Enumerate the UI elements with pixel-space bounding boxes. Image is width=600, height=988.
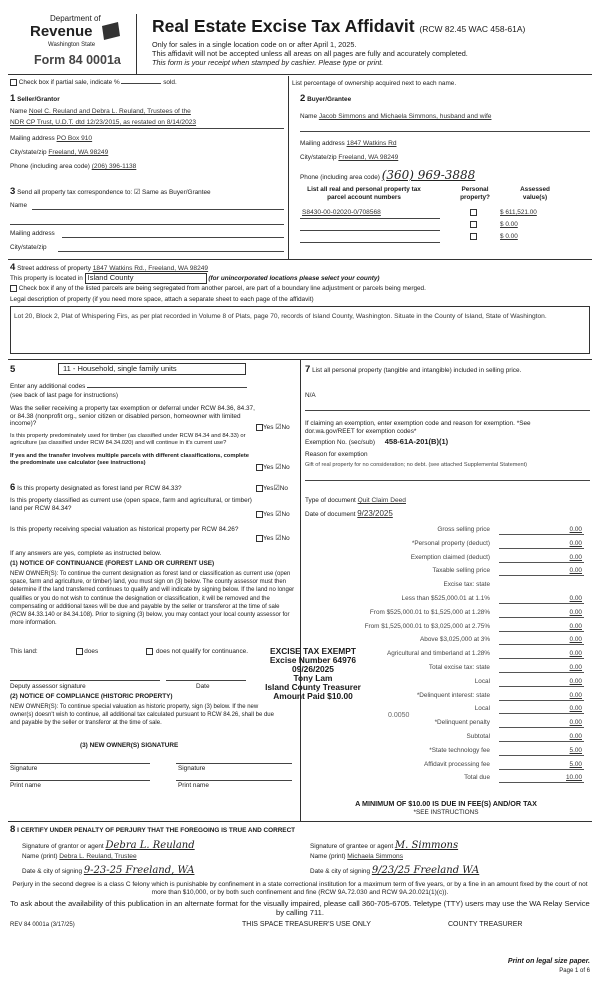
see-instructions-note: *SEE INSTRUCTIONS: [413, 809, 479, 816]
grantor-name-label: Name (print): [22, 853, 58, 860]
q1-yes-checkbox[interactable]: [256, 424, 263, 431]
tax-row-label: Local: [474, 677, 490, 685]
q-current-use: Is this property classified as current use (open space, farm and agricultural, or timber) land per RCW 84.34?: [10, 497, 252, 512]
parcel-col-header: List all real and personal property tax parcel account numbers: [307, 186, 421, 201]
tax-row: [305, 593, 590, 607]
signature-label: Signature: [178, 765, 206, 772]
deputy-date-label: Date: [196, 683, 210, 690]
corr-mailing-field[interactable]: [62, 237, 284, 238]
doc-type-label: Type of document: [305, 497, 356, 504]
no-label: No: [281, 511, 290, 519]
segregated-checkbox[interactable]: [10, 285, 17, 292]
notice-compliance-heading: (2) NOTICE OF COMPLIANCE (HISTORIC PROPERTY): [10, 693, 173, 700]
tax-row: [305, 759, 590, 773]
tax-row-value[interactable]: 0.00: [569, 719, 582, 727]
page-number: Page 1 of 6: [559, 968, 590, 974]
property-use-select[interactable]: 11 - Household, single family units: [58, 363, 246, 375]
parcel-table: [300, 209, 590, 249]
tax-row: [305, 648, 590, 662]
tax-row-value[interactable]: 10.00: [566, 774, 582, 782]
treasurer-use-only: THIS SPACE TREASURER'S USE ONLY: [242, 921, 371, 928]
tax-row: [305, 621, 590, 635]
signature-label: Signature: [10, 765, 38, 772]
sold-label: sold.: [163, 79, 177, 87]
tax-row-value[interactable]: 0.00: [569, 650, 582, 658]
seller-name-label: Name: [10, 108, 28, 115]
q1-no-checkbox[interactable]: ☑: [275, 424, 282, 431]
grantor-date-city[interactable]: 9-23-25 Freeland, WA: [83, 865, 195, 876]
tax-row-label: Above $3,025,000 at 3%: [420, 636, 490, 644]
yes-label: Yes: [263, 535, 274, 543]
table-row: [300, 221, 590, 233]
yes-label: Yes: [263, 464, 274, 472]
tax-row-label: Gross selling price: [437, 526, 490, 533]
q6b-yes-checkbox[interactable]: [256, 511, 263, 518]
logo-sub: Washington State: [48, 42, 96, 48]
q2-yes-checkbox[interactable]: [256, 464, 263, 471]
q-historic: Is this property receiving special valuation as historical property per RCW 84.26?: [10, 526, 239, 533]
tax-row-label: Local: [474, 705, 490, 713]
tax-row-label: From $525,000.01 to $1,525,000 at 1.28%: [369, 608, 490, 616]
buyer-phone-label: Phone (including area code): [300, 174, 380, 181]
q6a-yes-checkbox[interactable]: [256, 485, 263, 492]
buyer-phone[interactable]: (360) 969-3888: [381, 168, 476, 182]
header-note-1: Only for sales in a single location code on or after April 1, 2025.: [152, 40, 357, 49]
tax-row-label: Total due: [464, 774, 490, 782]
street-address[interactable]: 1847 Watkins Rd., Freeland, WA 98249: [92, 265, 209, 272]
tax-row: [305, 717, 590, 731]
county-note: (for unincorporated locations please select your county): [208, 275, 380, 282]
tax-row-value[interactable]: 0.00: [569, 664, 582, 671]
grantee-name[interactable]: Michaela Simmons: [347, 853, 403, 860]
seller-name-line2[interactable]: NDR CP Trust, U.D.T. dtd 12/23/2015, as restated on 8/14/2023: [10, 119, 197, 126]
no-label: No: [281, 424, 290, 432]
tax-row-value[interactable]: 0.00: [569, 705, 582, 713]
buyer-city[interactable]: Freeland, WA 98249: [338, 154, 399, 161]
seller-phone-label: Phone (including area code): [10, 163, 90, 170]
does-not-label: does not qualify for continuance.: [156, 648, 249, 655]
grantee-date-label: Date & city of signing: [310, 868, 371, 875]
see-back-note: (see back of last page for instructions): [10, 392, 118, 399]
new-owner-name-field-1[interactable]: [10, 780, 150, 781]
correspondence-label: Send all property tax correspondence to:: [17, 189, 133, 196]
tax-row-label: *State technology fee: [429, 746, 490, 754]
seller-mailing-label: Mailing address: [10, 135, 55, 142]
notice-continuance-heading: (1) NOTICE OF CONTINUANCE (FOREST LAND OR CURRENT USE): [10, 560, 215, 567]
revision-code: REV 84 0001a (3/17/25): [10, 922, 75, 928]
tax-row: [305, 634, 590, 648]
header-note-2: This affidavit will not be accepted unless all areas on all pages are fully and accurately completed.: [152, 49, 468, 58]
partial-sale-percent[interactable]: [121, 83, 161, 84]
tax-row: [305, 565, 590, 579]
deputy-signature-label: Deputy assessor signature: [10, 683, 86, 690]
personal-property-label: List all personal property (tangible and intangible) included in selling price.: [312, 367, 522, 374]
grantee-date-city[interactable]: 9/23/25 Freeland WA: [371, 865, 480, 876]
tax-row-value[interactable]: 0.00: [569, 539, 582, 547]
personal-property-value[interactable]: N/A: [305, 392, 316, 399]
personal-property-checkbox[interactable]: [470, 221, 477, 228]
q2-no-checkbox[interactable]: ☑: [275, 464, 282, 471]
tax-row-label: Affidavit processing fee: [424, 760, 490, 768]
wa-state-icon: [98, 18, 124, 44]
assessed-value[interactable]: $ 611,521.00: [500, 209, 537, 216]
yes-label: Yes: [263, 485, 274, 493]
q-timber-ag-note: If yes and the transfer involves multiple parcels with different classifications, complete the predominate use calculator (see instructions): [10, 453, 250, 466]
parcel-number[interactable]: S8430-00-02020-0/708568: [302, 209, 381, 216]
exemption-no[interactable]: 458-61A-201(B)(1): [384, 437, 449, 446]
dor-logo: [8, 14, 130, 72]
value-col-header: Assessed value(s): [520, 186, 550, 201]
located-label: This property is located in: [10, 275, 83, 282]
perjury-text: Perjury in the second degree is a class C felony which is punishable by confinement in a state correctional institution for a maximum term of five years, or by a fine in an amount fixed by the court of not more than $10,000, or by both such confinement and fine (RCW 9A.72.030 and RCW 9A.20.021(1)(c)).: [12, 881, 588, 896]
this-land-label: This land:: [10, 648, 38, 656]
buyer-mailing[interactable]: 1847 Watkins Rd: [346, 140, 397, 147]
deputy-signature-field[interactable]: [10, 680, 160, 681]
exemption-no-label: Exemption No. (sec/sub): [305, 439, 375, 446]
logo-main: Revenue: [30, 23, 93, 40]
tax-row-label: From $1,525,000.01 to $3,025,000 at 2.75%: [364, 622, 490, 630]
tax-row-value[interactable]: 0.00: [569, 553, 582, 561]
grantor-signature[interactable]: Debra L. Reuland: [105, 840, 195, 851]
stamp-line: EXCISE TAX EXEMPT: [270, 646, 356, 656]
additional-codes-field[interactable]: [87, 387, 247, 388]
tax-row-value[interactable]: 0.00: [569, 733, 582, 740]
buyer-name[interactable]: Jacob Simmons and Michaela Simmons, husband and wife: [318, 113, 492, 120]
yes-label: Yes: [263, 511, 274, 519]
tax-row: [305, 772, 590, 786]
personal-col-header: Personal property?: [460, 186, 490, 201]
seller-city-label: City/state/zip: [10, 149, 47, 156]
tax-row-label: *Delinquent interest: state: [416, 691, 490, 699]
no-label: No: [281, 535, 290, 543]
tax-row-label: Agricultural and timberland at 1.28%: [386, 650, 490, 658]
county-treasurer-label: COUNTY TREASURER: [448, 921, 523, 928]
corr-city-field[interactable]: [58, 251, 284, 252]
tax-row-label: *Delinquent penalty: [434, 719, 490, 727]
assessed-value[interactable]: $ 0.00: [500, 221, 518, 228]
grantor-sig-label: Signature of grantor or agent: [22, 843, 104, 850]
tax-row-value[interactable]: 0.00: [569, 595, 582, 602]
perjury-notice: [8, 881, 592, 897]
logo-top: Department of: [50, 14, 101, 23]
seller-phone[interactable]: (206) 396-1138: [91, 163, 137, 170]
tax-row: [305, 579, 590, 593]
does-not-checkbox[interactable]: [146, 648, 153, 655]
stamp-line: 09/26/2025: [292, 664, 334, 674]
corr-name-label: Name: [10, 202, 28, 209]
stamp-line: Tony Lam: [293, 673, 333, 683]
tax-row-value[interactable]: 0.00: [569, 622, 582, 630]
corr-name-field[interactable]: [32, 209, 284, 210]
no-label: No: [279, 485, 288, 493]
legal-description-label: Legal description of property (if you need more space, attach a separate sheet to each page of the affidavit): [10, 296, 314, 303]
stamp-line: Amount Paid $10.00: [273, 691, 353, 701]
tax-row: [305, 703, 590, 717]
tax-row-value[interactable]: 0.00: [569, 608, 582, 616]
street-label: Street address of property: [17, 265, 91, 272]
tax-row-value[interactable]: 0.00: [569, 526, 582, 533]
partial-sale-checkbox[interactable]: [10, 79, 17, 86]
ownership-note: List percentage of ownership acquired next to each name.: [292, 80, 457, 87]
form-number: Form 84 0001a: [34, 53, 121, 67]
print-name-label: Print name: [178, 782, 209, 789]
tax-row: [305, 552, 590, 566]
table-row: [300, 209, 590, 221]
tax-row: [305, 731, 590, 745]
same-as-buyer-label: Same as Buyer/Grantee: [142, 189, 211, 196]
yes-label: Yes: [263, 424, 274, 432]
grantee-sig-label: Signature of grantee or agent: [310, 843, 394, 850]
tax-row-value[interactable]: 0.00: [569, 691, 582, 699]
buyer-mailing-label: Mailing address: [300, 140, 345, 147]
tax-row: [305, 607, 590, 621]
seller-heading: Seller/Grantor: [17, 96, 60, 103]
tax-row-value[interactable]: 5.00: [569, 760, 582, 768]
seller-city[interactable]: Freeland, WA 98249: [48, 149, 109, 156]
q6c-yes-checkbox[interactable]: [256, 535, 263, 542]
minimum-due-note: A MINIMUM OF $10.00 IS DUE IN FEE(S) AND/OR TAX: [355, 799, 537, 808]
assessed-value[interactable]: $ 0.00: [500, 233, 518, 240]
doc-date[interactable]: 9/23/2025: [357, 509, 393, 518]
notice-compliance-body: NEW OWNER(S): To continue special valuation as historic property, sign (3) below. If the new owner(s) doesn't wish to continue, all additional tax calculated pursuant to RCW 84.26, shall be due and payable by the seller or transferor at the time of sale.: [10, 704, 274, 727]
additional-codes-label: Enter any additional codes: [10, 383, 86, 390]
tax-row-label: Excise tax: state: [443, 581, 490, 589]
does-label: does: [84, 648, 99, 656]
tax-row-value[interactable]: 5.00: [569, 746, 582, 754]
print-name-label: Print name: [10, 782, 41, 789]
header-note-3: This form is your receipt when stamped by cashier. Please type or print.: [152, 58, 384, 67]
exemption-reason[interactable]: Gift of real property for no consideration; no debt. (see attached Supplemental Statement): [305, 462, 528, 468]
county-select[interactable]: Island County: [85, 273, 207, 284]
exemption-reason-label: Reason for exemption: [305, 451, 368, 458]
tax-row-label: Taxable selling price: [432, 567, 490, 575]
doc-date-label: Date of document: [305, 511, 356, 518]
buyer-heading: Buyer/Grantee: [307, 96, 352, 103]
instruction-note: If any answers are yes, complete as instructed below.: [10, 550, 162, 557]
q6b-no-checkbox[interactable]: ☑: [275, 511, 282, 518]
personal-property-checkbox[interactable]: [470, 233, 477, 240]
grantee-name-label: Name (print): [310, 853, 346, 860]
segregated-label: Check box if any of the listed parcels are being segregated from another parcel, are part of a boundary line adjustment or parcels being merged.: [18, 285, 426, 293]
partial-sale-label: Check box if partial sale, indicate %: [18, 79, 120, 87]
personal-property-checkbox[interactable]: [470, 209, 477, 216]
tax-row: [305, 538, 590, 552]
q6c-no-checkbox[interactable]: ☑: [275, 535, 282, 542]
certification-statement: I CERTIFY UNDER PENALTY OF PERJURY THAT THE FOREGOING IS TRUE AND CORRECT: [17, 827, 296, 834]
tax-row-value[interactable]: 0.00: [569, 636, 582, 644]
corr-city-label: City/state/zip: [10, 244, 47, 251]
local-rate: 0.0050: [388, 712, 410, 719]
q6a-no-checkbox[interactable]: ☑: [273, 485, 280, 492]
form-title-ref: (RCW 82.45 WAC 458-61A): [419, 24, 526, 34]
q-timber-ag: Is this property predominately used for timber (as classified under RCW 84.34 and 84.33) or agriculture (as classified under RCW 84.34.020) and will continue in it's current use?: [10, 433, 246, 446]
tax-row: [305, 676, 590, 690]
stamp-line: Island County Treasurer: [265, 682, 361, 692]
corr-mailing-label: Mailing address: [10, 230, 55, 237]
doc-type[interactable]: Quit Claim Deed: [357, 497, 406, 504]
tax-row-value[interactable]: 0.00: [569, 677, 582, 685]
no-label: No: [281, 464, 290, 472]
legal-paper-note: Print on legal size paper.: [507, 958, 590, 965]
tax-row-label: Subtotal: [466, 733, 490, 740]
deputy-date-field[interactable]: [166, 680, 246, 681]
tax-row-value[interactable]: 0.00: [569, 567, 582, 575]
tax-calculation-table: [305, 524, 590, 784]
table-row: [300, 233, 590, 245]
tax-row-label: Total excise tax: state: [428, 664, 490, 671]
tax-row: [305, 690, 590, 704]
seller-name-line1[interactable]: Noel C. Reuland and Debra L. Reuland, Trustees of the: [28, 108, 191, 115]
new-owner-sig-field-2[interactable]: [176, 763, 292, 764]
new-owner-name-field-2[interactable]: [176, 780, 292, 781]
tax-row: [305, 745, 590, 759]
notice-continuance-body: NEW OWNER(S): To continue the current designation as forest land or classification as current use (open space, farm and agriculture, or timber) land, you must sign on (3) below. The county assessor must then determine if the land transferred continues to qualify and will indicate by signing below. If the land no longer qualifies or you do not wish to continue the designation or classification, it will be removed and the compensating or additional taxes will be due and payable by the seller or transferor at the time of sale (RCW 84.33.140 or 84.34.108). Prior to signing (3) below, you may contact your local county assessor for more information.: [10, 571, 295, 627]
legal-description-field[interactable]: Lot 20, Block 2, Plat of Whispering Firs, as per plat recorded in Volume 8 of Plats, page 70, records of Island County, Washington. Situate in the County of Island, State of Washington.: [10, 306, 590, 354]
buyer-name-label: Name: [300, 113, 318, 120]
tax-row: [305, 524, 590, 538]
grantor-date-label: Date & city of signing: [22, 868, 83, 875]
exemption-instructions: If claiming an exemption, enter exemption code and reason for exemption. *See dor.wa.gov/REET for exemption codes*: [305, 420, 531, 435]
new-owner-signature-heading: (3) NEW OWNER(S) SIGNATURE: [80, 742, 179, 749]
stamp-line: Excise Number 64976: [269, 655, 357, 665]
does-checkbox[interactable]: [76, 648, 83, 655]
grantor-name[interactable]: Debra L. Reuland, Trustee: [59, 853, 137, 860]
tax-row-label: Less than $525,000.01 at 1.1%: [401, 595, 490, 602]
tax-row-label: Exemption claimed (deduct): [410, 553, 490, 561]
grantee-signature[interactable]: M. Simmons: [394, 840, 459, 851]
seller-mailing[interactable]: PO Box 910: [56, 135, 93, 142]
new-owner-sig-field-1[interactable]: [10, 763, 150, 764]
tax-row-label: *Personal property (deduct): [411, 539, 490, 547]
same-as-buyer-checkbox[interactable]: ☑: [133, 188, 141, 196]
q-exemption-deferral: Was the seller receiving a property tax exemption or deferral under RCW 84.36, 84.37, or 84.38 (nonprofit org., senior citizen or disabled person, homeowner with limited income)?: [10, 405, 255, 428]
alt-format-notice: To ask about the availability of this publication in an alternate format for the visually impaired, please call 360-705-6705. Teletype (TTY) users may use the WA Relay Service by calling 711.: [10, 899, 590, 917]
q-forest-land: Is this property designated as forest land per RCW 84.33?: [17, 485, 182, 492]
form-title: Real Estate Excise Tax Affidavit: [152, 16, 415, 36]
buyer-city-label: City/state/zip: [300, 154, 337, 161]
tax-row: [305, 662, 590, 676]
